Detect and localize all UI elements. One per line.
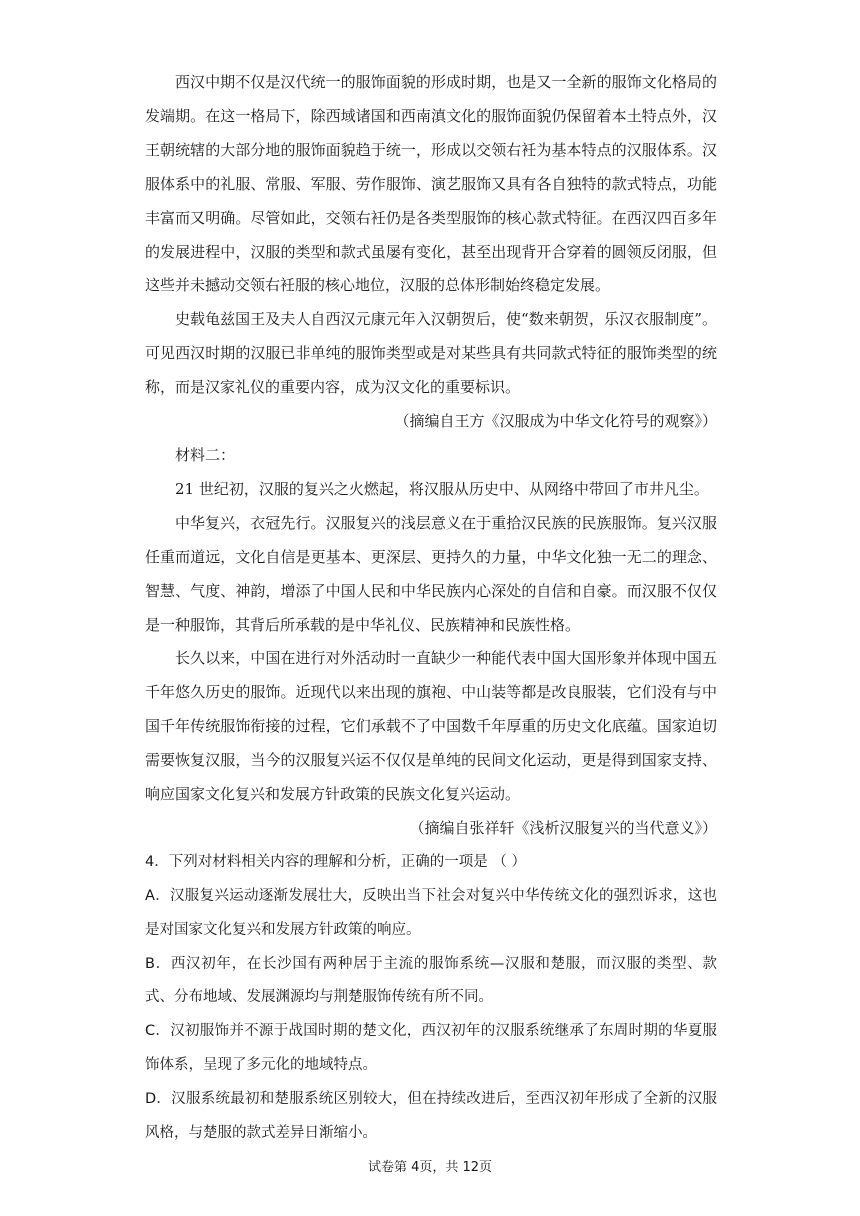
material1-paragraph-2: 史载龟兹国王及夫人自西汉元康元年入汉朝贺后，使“数来朝贺，乐汉衣服制度”。可见西汉时期的汉服已非单纯的服饰类型或是对某些具有共同款式特征的服饰类型的统称，而是汉家礼仪的重要内容，成为汉文化的重要标识。 xyxy=(145,310,717,397)
material2-paragraph-1: 21 世纪初，汉服的复兴之火燃起，将汉服从历史中、从网络中带回了市井凡尘。 xyxy=(175,479,709,498)
option-d[interactable]: D．汉服系统最初和楚服系统区别较大，但在持续改进后，至西汉初年形成了全新的汉服风格，与楚服的款式差异日渐缩小。 xyxy=(145,1091,717,1142)
option-c[interactable]: C．汉初服饰并不源于战国时期的楚文化，西汉初年的汉服系统继承了东周时期的华夏服饰体系，呈现了多元化的地域特点。 xyxy=(145,1023,717,1074)
material2-heading: 材料二： xyxy=(175,445,236,464)
material2-paragraph-3: 长久以来，中国在进行对外活动时一直缺少一种能代表中国大国形象并体现中国五千年悠久历史的服饰。近现代以来出现的旗袍、中山装等都是改良服装，它们没有与中国千年传统服饰衔接的过程，它们承载不了中国数千年厚重的历史文化底蕴。国家迫切需要恢复汉服，当今的汉服复兴运不仅仅是单纯的民间文化运动，更是得到国家支持、响应国家文化复兴和发展方针政策的民族文化复兴运动。 xyxy=(145,649,717,804)
material1-paragraph-1: 西汉中期不仅是汉代统一的服饰面貌的形成时期，也是又一全新的服饰文化格局的发端期。在这一格局下，除西域诸国和西南滇文化的服饰面貌仍保留着本土特点外，汉王朝统辖的大部分地的服饰面貌趋于统一，形成以交领右衽为基本特点的汉服体系。汉服体系中的礼服、常服、军服、劳作服饰、演艺服饰又具有各自独特的款式特点，功能丰富而又明确。尽管如此，交领右衽仍是各类型服饰的核心款式特征。在西汉四百多年的发展进程中，汉服的类型和款式虽屡有变化，甚至出现背开合穿着的圆领反闭服，但这些并未撼动交领右衽服的核心地位，汉服的总体形制始终稳定发展。 xyxy=(145,73,717,295)
page-footer: 试卷第 4页，共 12页 xyxy=(367,1160,493,1175)
material1-source: （摘编自王方《汉服成为中华文化符号的观察》） xyxy=(394,412,717,431)
question-stem: 4．下列对材料相关内容的理解和分析，正确的一项是 （ ） xyxy=(145,853,526,870)
document-body xyxy=(145,66,717,1151)
option-b[interactable]: B．西汉初年，在长沙国有两种居于主流的服饰系统—汉服和楚服，而汉服的类型、款式、分布地域、发展渊源均与荆楚服饰传统有所不同。 xyxy=(145,955,717,1006)
material2-source: （摘编自张祥轩《浅析汉服复兴的当代意义》） xyxy=(409,818,717,837)
material2-paragraph-2: 中华复兴，衣冠先行。汉服复兴的浅层意义在于重拾汉民族的民族服饰。复兴汉服任重而道远，文化自信是更基本、更深层、更持久的力量，中华文化独一无二的理念、智慧、气度、神韵，增添了中国人民和中华民族内心深处的自信和自豪。而汉服不仅仅是一种服饰，其背后所承载的是中华礼仪、民族精神和民族性格。 xyxy=(145,513,717,634)
option-a[interactable]: A．汉服复兴运动逐渐发展壮大，反映出当下社会对复兴中华传统文化的强烈诉求，这也是对国家文化复兴和发展方针政策的响应。 xyxy=(145,887,717,938)
